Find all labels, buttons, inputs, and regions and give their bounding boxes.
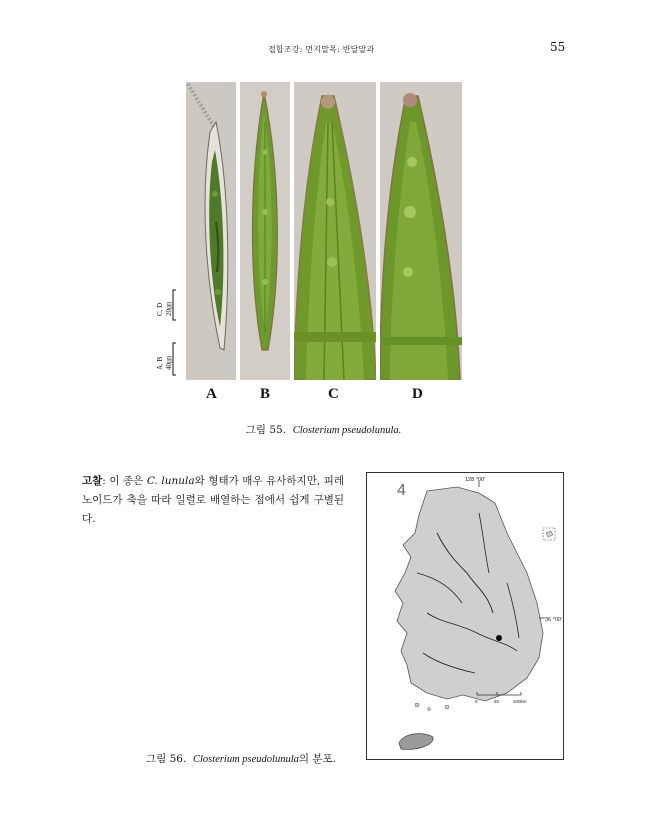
map-corner-glyph: 4 [397,482,406,499]
remarks-paragraph: 고찰: 이 종은 C. lunula와 형태가 매우 유사하지만, 피레노이드가 축을 따라 일렬로 배열하는 점에서 쉽게 구별된다. [82,475,344,525]
micrograph-panel-c [294,82,376,380]
distribution-map [366,472,564,760]
svg-text:100km: 100km [513,699,527,704]
remarks-heading: 고찰 [82,475,103,487]
panel-label-b: B [260,386,271,402]
occurrence-marker [496,635,502,641]
micrograph-panel-a [186,82,236,380]
svg-text:50: 50 [494,699,500,704]
panel-label-d: D [412,386,423,402]
scale-label-cd: C, D 20㎛ [156,302,173,316]
longitude-label: 128 °00' [465,477,486,483]
figure-55-caption: 그림 55. Closterium pseudolunula. [245,424,402,436]
page-number: 55 [550,40,566,54]
micrograph-panel-b [240,82,290,380]
figure-56-caption: 그림 56. Closterium pseudolunula의 분포. [146,753,337,765]
svg-text:0: 0 [475,699,478,704]
panel-label-a: A [206,386,217,402]
scale-label-ab: A, B 40㎛ [156,356,173,370]
running-head: 접합조강: 먼지말목: 반달말과 [268,45,375,54]
panel-label-c: C [328,386,339,402]
micrograph-panel-d [380,82,462,380]
latitude-label: 36 °00' [545,617,563,623]
